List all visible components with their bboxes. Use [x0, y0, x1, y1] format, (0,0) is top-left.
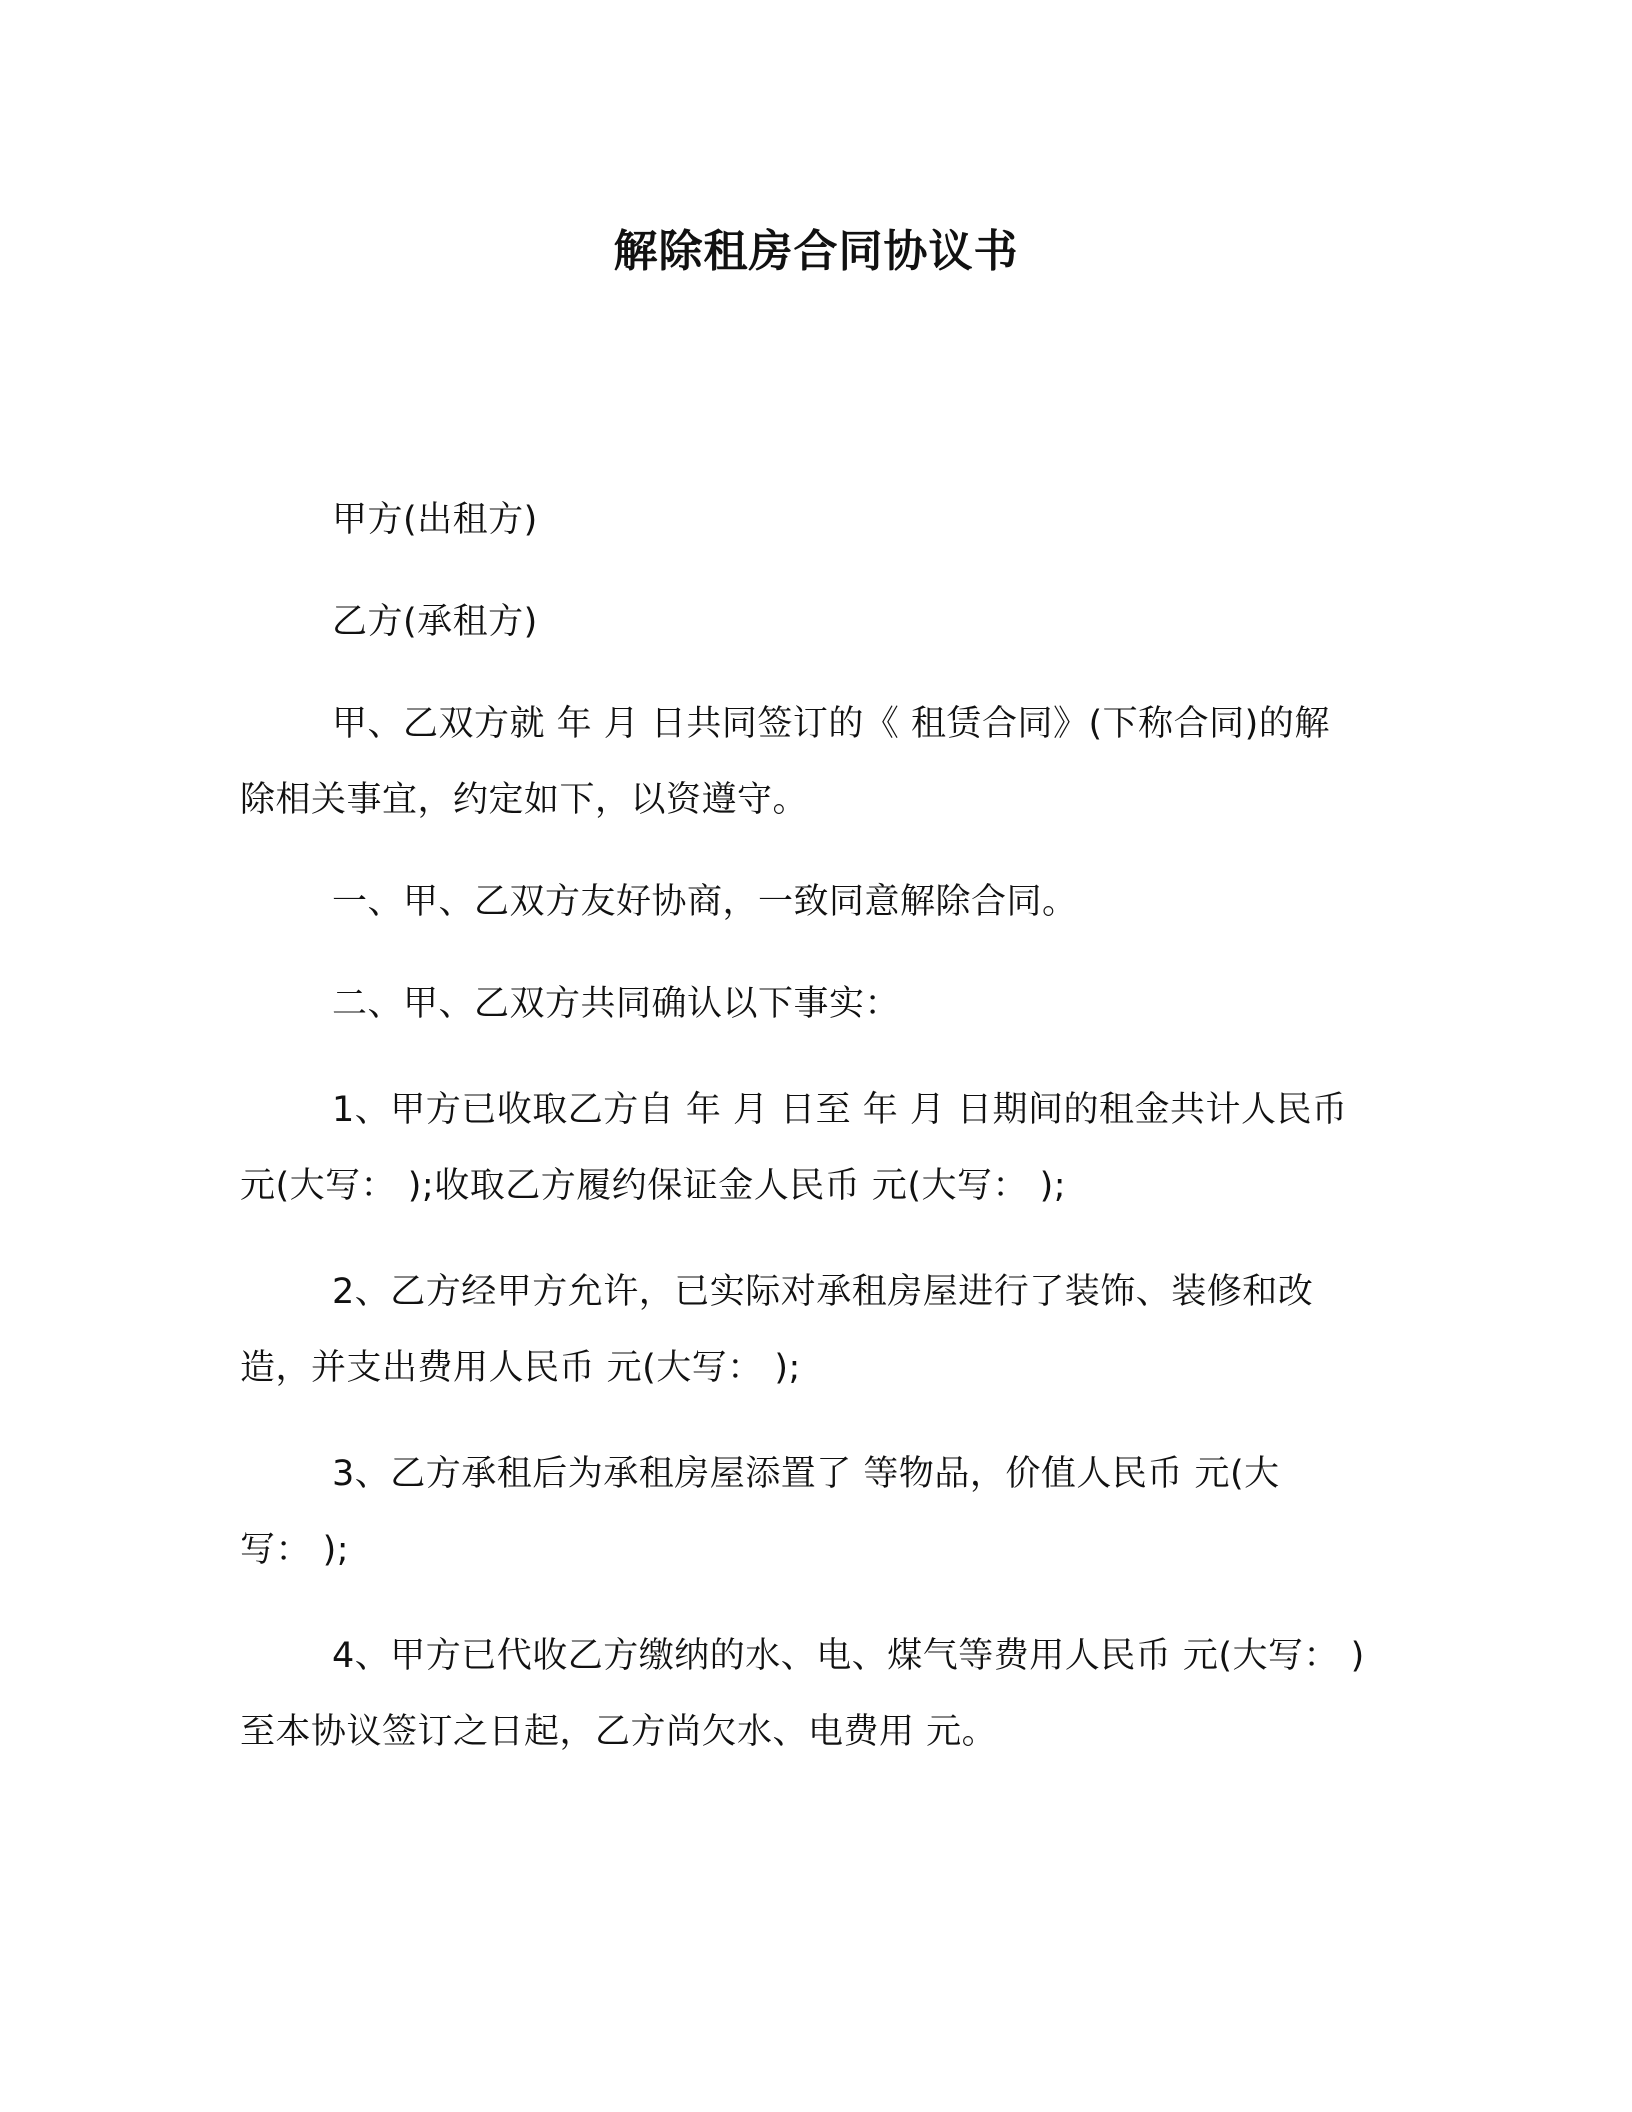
item-4-line-2: 至本协议签订之日起，乙方尚欠水、电费用 元。 [240, 1712, 998, 1752]
paragraph-intro-line-2: 除相关事宜，约定如下，以资遵守。 [240, 780, 809, 820]
party-a-line: 甲方(出租方) [332, 500, 538, 540]
item-1-line-2: 元(大写： );收取乙方履约保证金人民币 元(大写： ); [240, 1166, 1067, 1206]
item-4-line-1: 4、甲方已代收乙方缴纳的水、电、煤气等费用人民币 元(大写： ) [332, 1636, 1365, 1676]
item-3-line-2: 写： ); [240, 1530, 350, 1570]
document-title: 解除租房合同协议书 [613, 226, 1019, 277]
item-2-line-2: 造，并支出费用人民币 元(大写： ); [240, 1348, 801, 1388]
item-1-line-1: 1、甲方已收取乙方自 年 月 日至 年 月 日期间的租金共计人民币 [332, 1090, 1348, 1130]
clause-2-line: 二、甲、乙双方共同确认以下事实： [332, 984, 901, 1024]
item-3-line-1: 3、乙方承租后为承租房屋添置了 等物品，价值人民币 元(大 [332, 1454, 1280, 1494]
item-2-line-1: 2、乙方经甲方允许，已实际对承租房屋进行了装饰、装修和改 [332, 1272, 1314, 1312]
clause-1-line: 一、甲、乙双方友好协商，一致同意解除合同。 [332, 882, 1078, 922]
paragraph-intro-line-1: 甲、乙双方就 年 月 日共同签订的《 租赁合同》(下称合同)的解 [332, 704, 1330, 744]
party-b-line: 乙方(承租方) [332, 602, 538, 642]
